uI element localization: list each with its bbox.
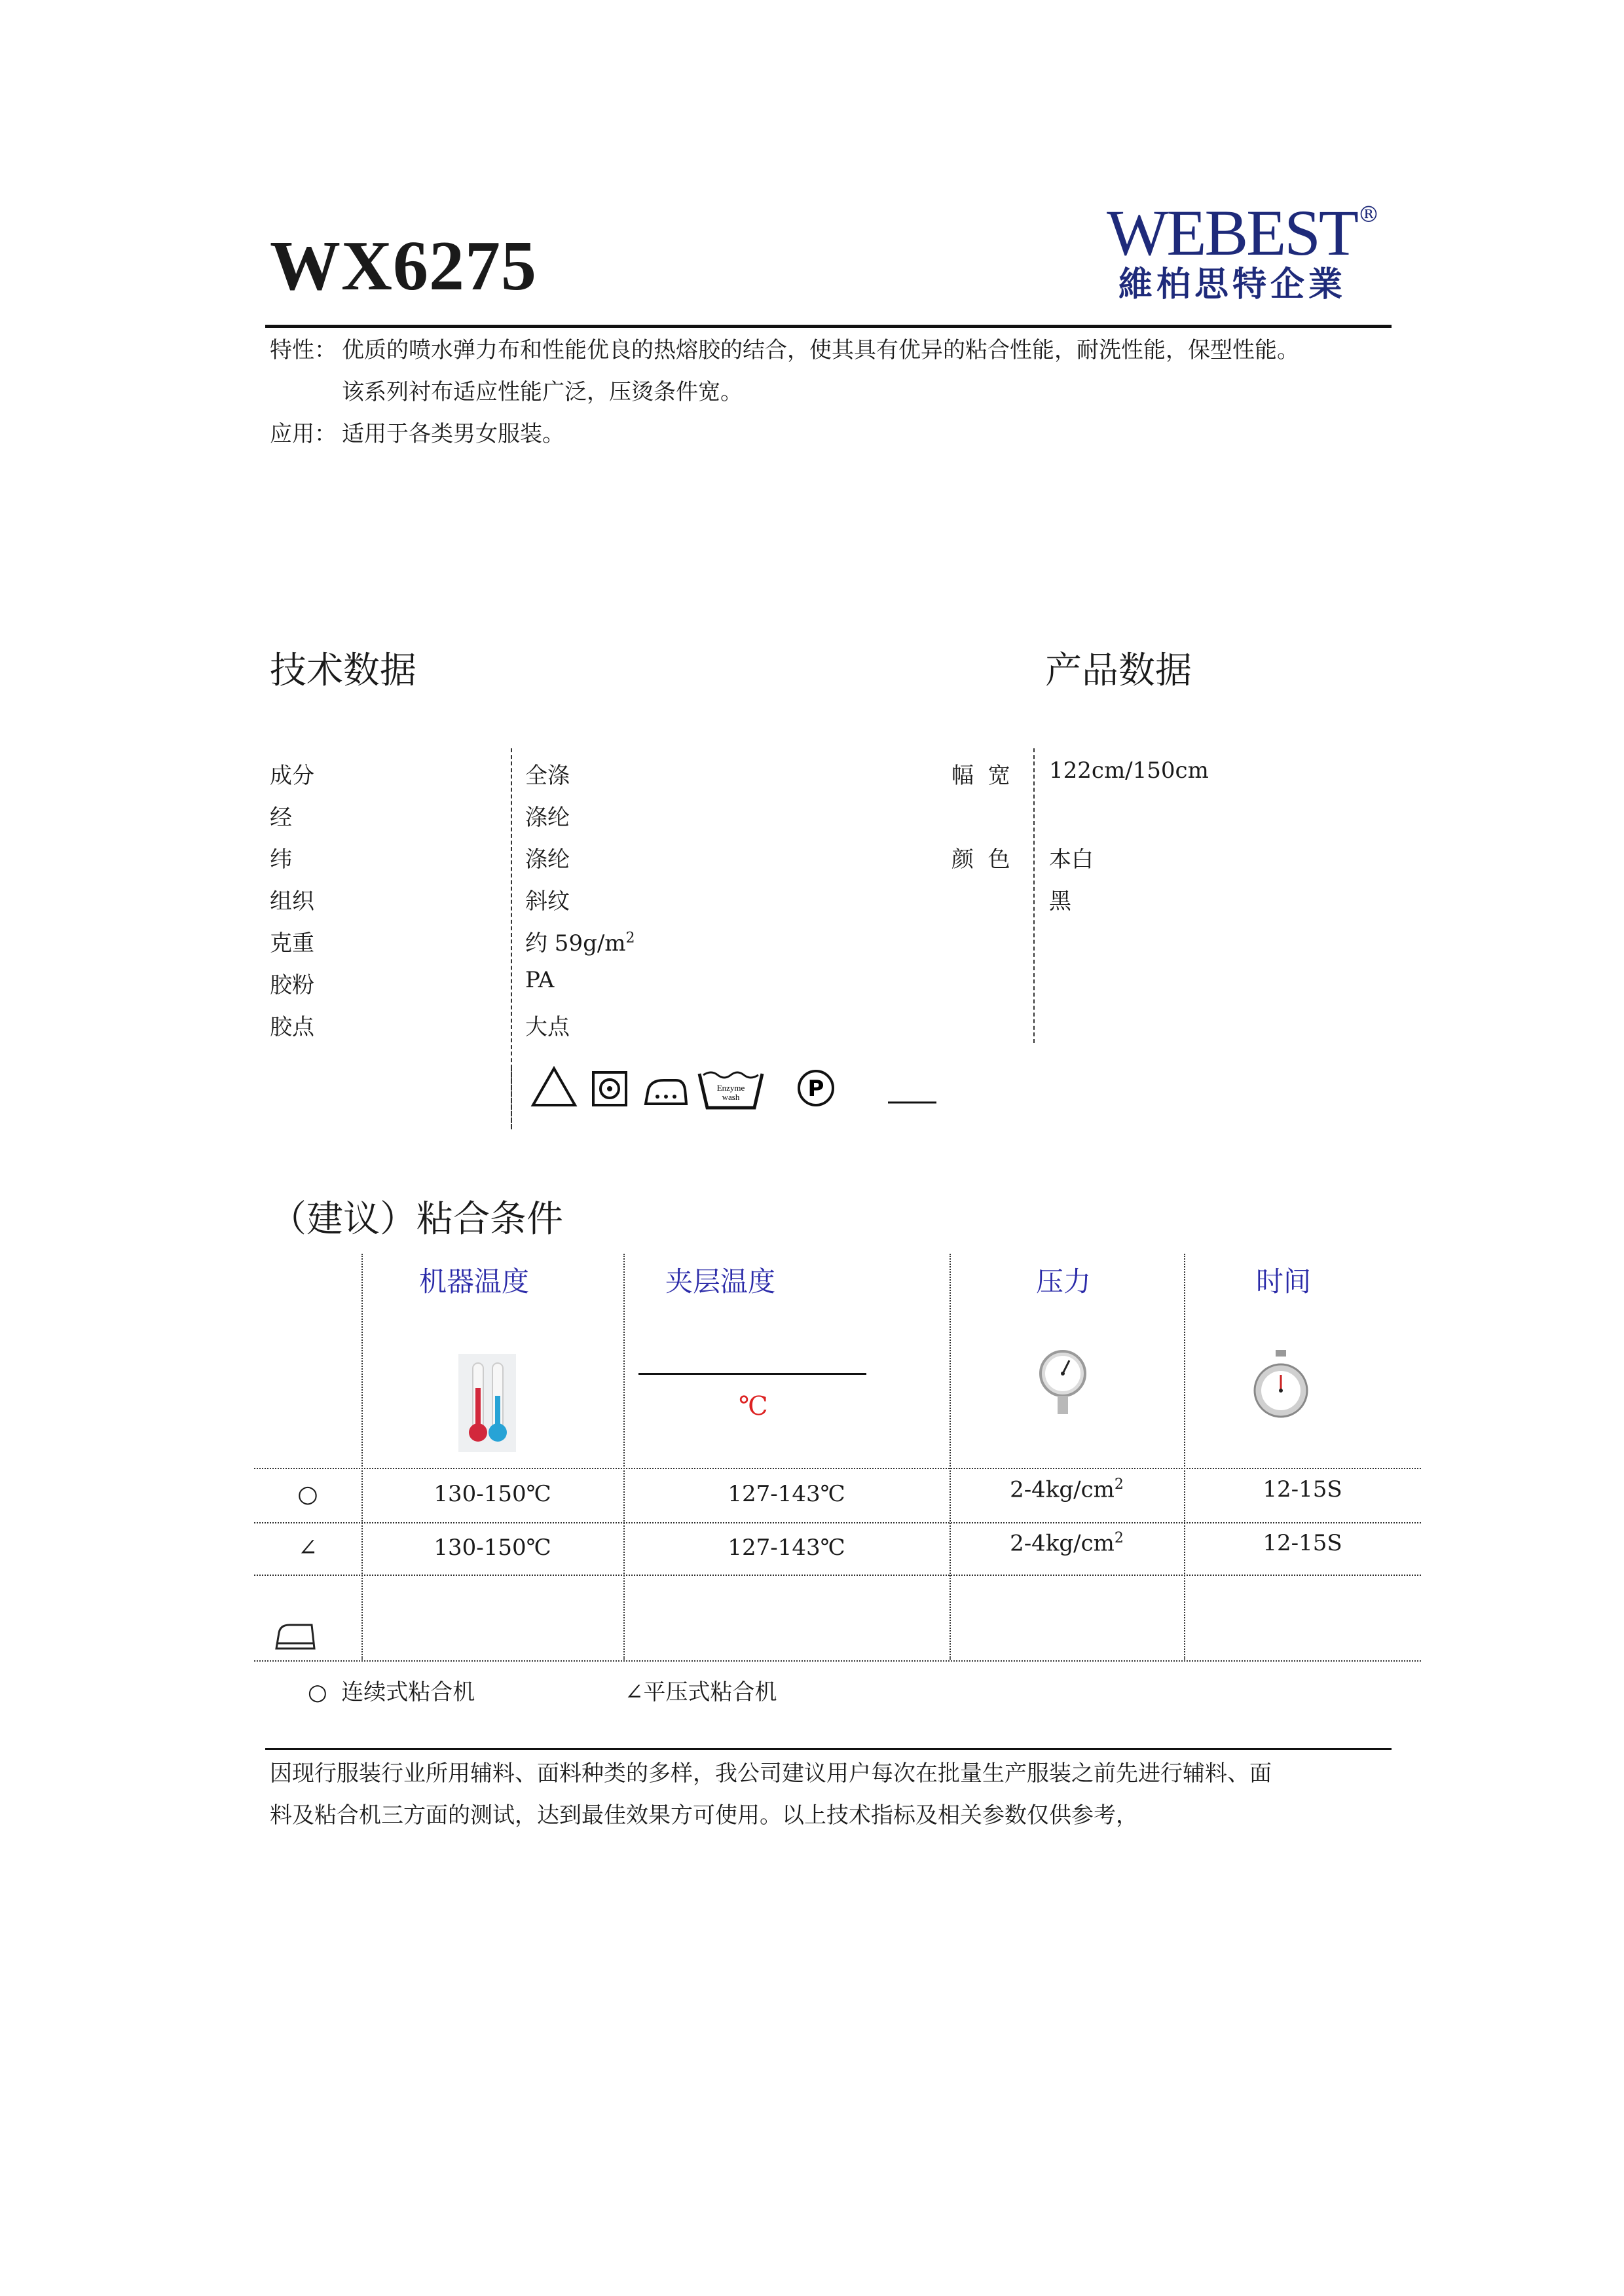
col-divider-2 <box>623 1254 625 1660</box>
model-title: WX6275 <box>270 227 537 305</box>
tech-data-title: 技术数据 <box>270 649 416 692</box>
svg-text:P: P <box>807 1076 824 1102</box>
footer-line-2: 料及粘合机三方面的测试，达到最佳效果方可使用。以上技术指标及相关参数仅供参考， <box>270 1802 1138 1829</box>
legend-flat-press: ∠平压式粘合机 <box>625 1679 777 1705</box>
product-value-color-2: 黑 <box>1049 888 1071 915</box>
triangle-icon <box>533 1068 575 1105</box>
celsius-symbol: ℃ <box>739 1391 768 1421</box>
logo-text: WEBEST <box>1107 196 1357 269</box>
col-divider-1 <box>361 1254 363 1660</box>
row1-pressure: $2-4kg/cm^2$ <box>1010 1476 1124 1503</box>
tech-label-weight: 克重 <box>270 930 314 957</box>
stopwatch-icon <box>1252 1349 1310 1425</box>
footer-line-1: 因现行服装行业所用辅料、面料种类的多样，我公司建议用户每次在批量生产服装之前先进行辅料、面 <box>270 1760 1272 1787</box>
row2-time: 12-15S <box>1263 1530 1342 1556</box>
tech-divider-ext <box>511 1067 512 1129</box>
application-text: 适用于各类男女服装。 <box>342 421 564 447</box>
tech-label-weave: 组织 <box>270 888 314 915</box>
row-divider-1 <box>254 1468 1421 1469</box>
row1-symbol: ○ <box>297 1481 318 1508</box>
row2-symbol: ∠ <box>297 1535 318 1561</box>
features-line-2: 该系列衬布适应性能广泛，压烫条件宽。 <box>342 379 743 405</box>
tech-label-dot: 胶点 <box>270 1014 314 1040</box>
thermometer-icon <box>458 1354 516 1452</box>
registered-mark: ® <box>1357 202 1380 228</box>
tech-value-weft: 涤纶 <box>525 847 570 873</box>
logo-chinese: 維柏思特企業 <box>1118 265 1347 304</box>
tech-label-adhesive: 胶粉 <box>270 972 314 998</box>
product-label-width: 幅 宽 <box>951 763 1010 789</box>
tech-value-adhesive: PA <box>525 967 555 993</box>
tech-label-warp: 经 <box>270 805 292 831</box>
tech-label-weft: 纬 <box>270 847 292 873</box>
product-divider <box>1033 748 1035 1043</box>
dry-clean-p-icon <box>799 1071 833 1105</box>
bonding-title: （建议）粘合条件 <box>270 1198 563 1241</box>
tech-value-warp: 涤纶 <box>525 805 570 831</box>
pressure-gauge-icon <box>1038 1343 1088 1421</box>
header-layer-temp: 夹层温度 <box>665 1266 776 1298</box>
product-value-width: 122cm/150cm <box>1049 757 1209 784</box>
header-divider <box>265 325 1392 328</box>
iron-icon <box>646 1080 686 1104</box>
application-label: 应用： <box>270 421 337 447</box>
row2-machine-temp: 130-150℃ <box>434 1535 551 1561</box>
tech-value-dot: 大点 <box>525 1014 570 1040</box>
care-icons-row <box>528 1061 947 1120</box>
product-value-color-1: 本白 <box>1049 847 1094 873</box>
tech-label-composition: 成分 <box>270 763 314 789</box>
row1-time: 12-15S <box>1263 1476 1342 1503</box>
tech-value-composition: 全涤 <box>525 763 570 789</box>
tech-value-weight: 约 $59g/m^2$ <box>525 930 635 957</box>
features-line-1: 优质的喷水弹力布和性能优良的热熔胶的结合，使其具有优异的粘合性能，耐洗性能，保型性能。 <box>342 337 1299 363</box>
header-pressure: 压力 <box>1036 1266 1092 1298</box>
iron-press-icon <box>274 1620 317 1652</box>
row2-pressure: $2-4kg/cm^2$ <box>1010 1530 1124 1557</box>
product-data-title: 产品数据 <box>1045 649 1192 692</box>
header-time: 时间 <box>1256 1266 1312 1298</box>
row-divider-2 <box>254 1522 1421 1523</box>
svg-text:Enzyme: Enzyme <box>716 1083 745 1093</box>
row-divider-3 <box>254 1575 1421 1576</box>
header-machine-temp: 机器温度 <box>419 1266 530 1298</box>
svg-text:wash: wash <box>722 1092 740 1102</box>
col-divider-3 <box>950 1254 951 1660</box>
features-label: 特性： <box>270 337 337 363</box>
row1-machine-temp: 130-150℃ <box>434 1481 551 1507</box>
tech-value-weave: 斜纹 <box>525 888 570 915</box>
row2-layer-temp: 127-143℃ <box>728 1535 845 1561</box>
wash-tub-icon <box>699 1072 762 1108</box>
col-divider-4 <box>1184 1254 1185 1660</box>
layer-temp-line <box>638 1373 866 1375</box>
legend-continuous: ○ 连续式粘合机 <box>308 1679 475 1705</box>
row-divider-4 <box>254 1660 1421 1662</box>
row1-layer-temp: 127-143℃ <box>728 1481 845 1507</box>
footer-divider <box>265 1748 1392 1750</box>
tumble-dry-icon <box>593 1072 626 1105</box>
product-label-color: 颜 色 <box>951 847 1010 873</box>
